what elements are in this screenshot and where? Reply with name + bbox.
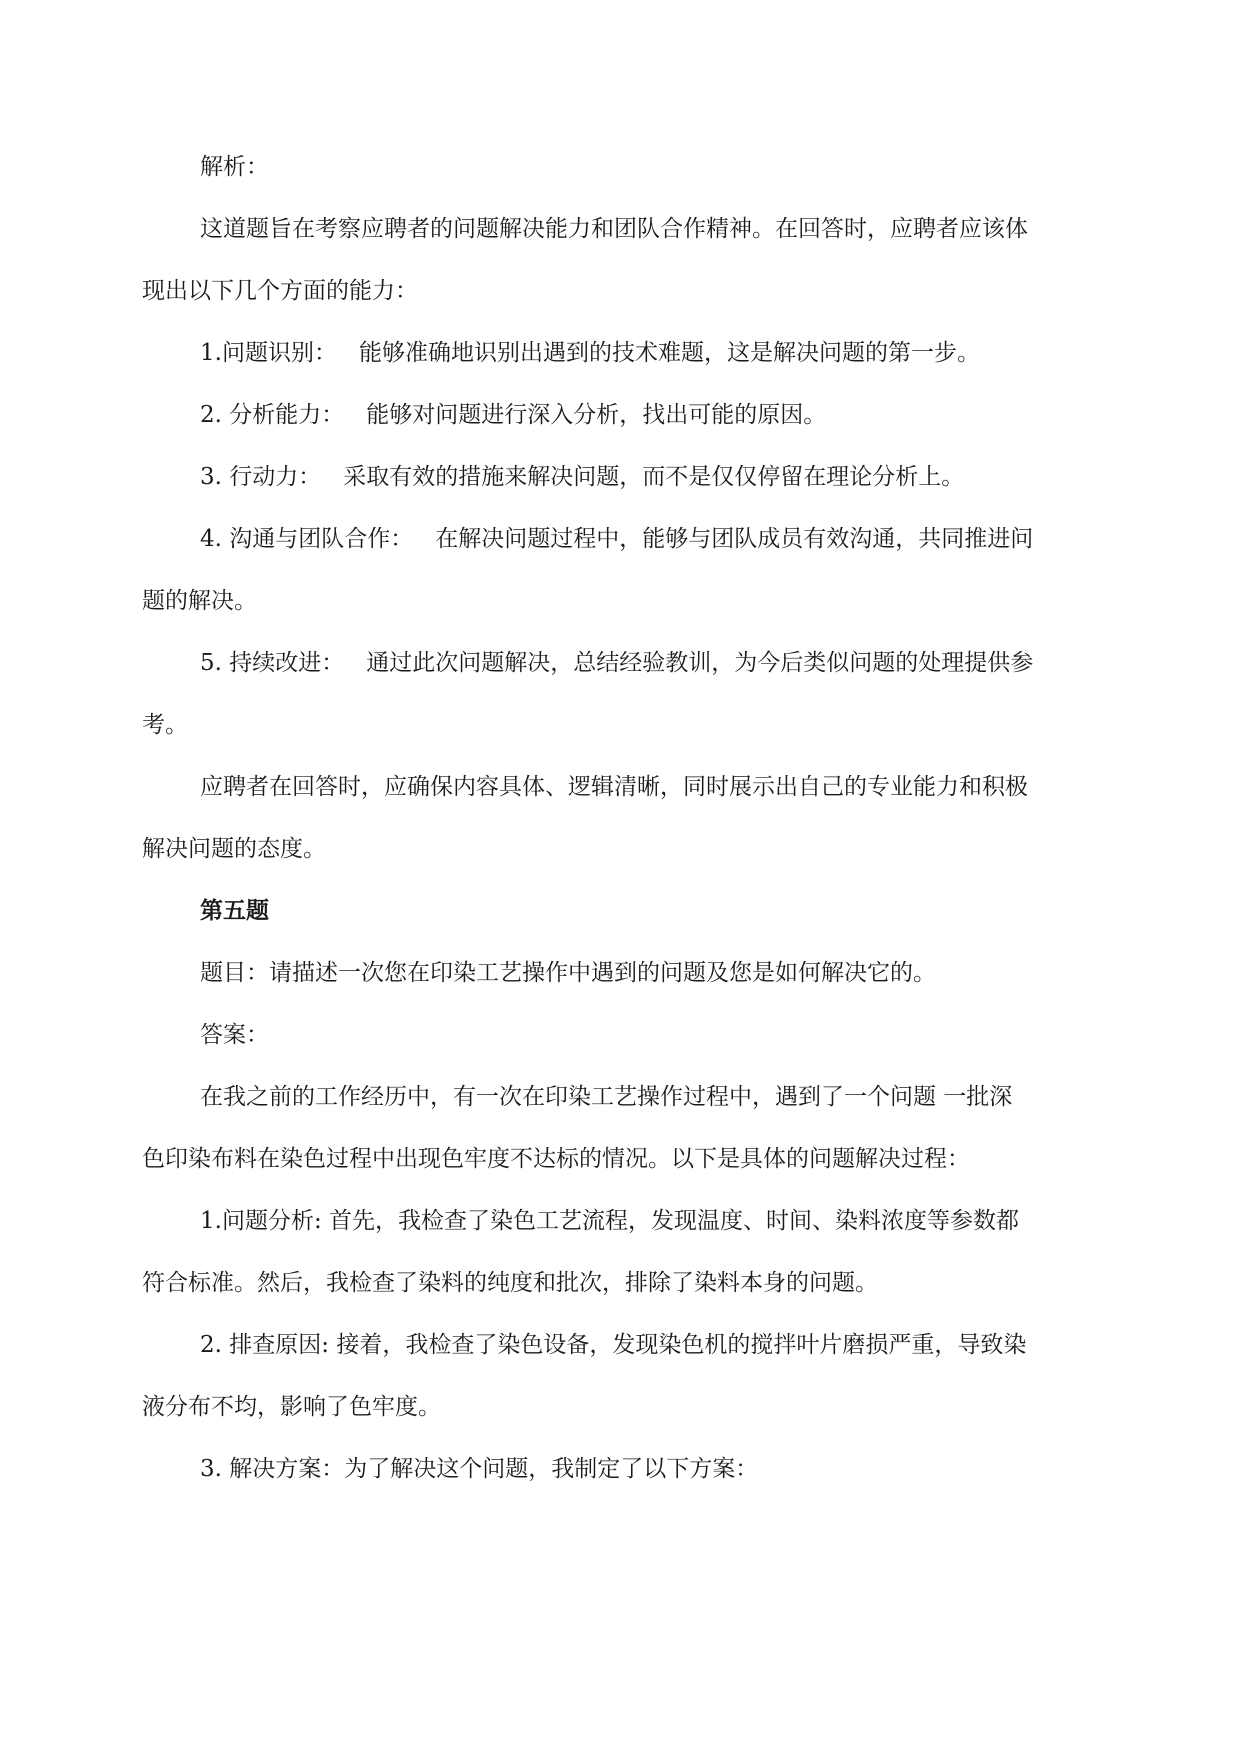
point-label: 2. 分析能力： — [200, 402, 345, 428]
point-label: 5. 持续改进： — [200, 650, 345, 676]
step-3-line1: 3. 解决方案：为了解决这个问题，我制定了以下方案： — [200, 1456, 759, 1482]
question5-heading: 第五题 — [200, 897, 269, 924]
point-label: 1.问题识别： — [200, 340, 337, 366]
analysis-intro-line2: 现出以下几个方面的能力： — [142, 278, 418, 304]
point-label: 4. 沟通与团队合作： — [200, 526, 414, 552]
point-text: 采取有效的措施来解决问题，而不是仅仅停留在理论分析上。 — [343, 464, 965, 490]
point-text: 能够准确地识别出遇到的技术难题，这是解决问题的第一步。 — [358, 340, 980, 366]
analysis-intro-line1: 这道题旨在考察应聘者的问题解决能力和团队合作精神。在回答时，应聘者应该体 — [200, 216, 1028, 242]
analysis-point-3 — [200, 446, 1090, 508]
analysis-summary-line2: 解决问题的态度。 — [142, 836, 326, 862]
analysis-label: 解析： — [200, 154, 269, 180]
analysis-point-1 — [200, 322, 1090, 384]
answer-line2: 色印染布料在染色过程中出现色牢度不达标的情况。以下是具体的问题解决过程： — [142, 1146, 970, 1172]
document-body — [142, 136, 1090, 1500]
answer-label: 答案： — [200, 1022, 269, 1048]
point-text: 能够对问题进行深入分析，找出可能的原因。 — [366, 402, 827, 428]
analysis-point-5-cont: 考。 — [142, 712, 188, 738]
step-1-line1: 1.问题分析: 首先，我检查了染色工艺流程，发现温度、时间、染料浓度等参数都 — [200, 1208, 1020, 1234]
analysis-point-4 — [200, 508, 1090, 570]
answer-line1: 在我之前的工作经历中，有一次在印染工艺操作过程中，遇到了一个问题 一批深 — [200, 1084, 1013, 1110]
point-label: 3. 行动力： — [200, 464, 322, 490]
analysis-point-4-cont: 题的解决。 — [142, 588, 257, 614]
step-2-line1: 2. 排查原因: 接着，我检查了染色设备，发现染色机的搅拌叶片磨损严重，导致染 — [200, 1332, 1027, 1358]
analysis-summary-line1: 应聘者在回答时，应确保内容具体、逻辑清晰，同时展示出自己的专业能力和积极 — [200, 774, 1028, 800]
analysis-point-5 — [200, 632, 1090, 694]
analysis-point-2 — [200, 384, 1090, 446]
point-text: 通过此次问题解决，总结经验教训，为今后类似问题的处理提供参 — [366, 650, 1034, 676]
point-text: 在解决问题过程中，能够与团队成员有效沟通，共同推进问 — [435, 526, 1034, 552]
step-2-line2: 液分布不均，影响了色牢度。 — [142, 1394, 441, 1420]
question5-prompt: 题目：请描述一次您在印染工艺操作中遇到的问题及您是如何解决它的。 — [200, 960, 936, 986]
step-1-line2: 符合标准。然后，我检查了染料的纯度和批次，排除了染料本身的问题。 — [142, 1270, 878, 1296]
